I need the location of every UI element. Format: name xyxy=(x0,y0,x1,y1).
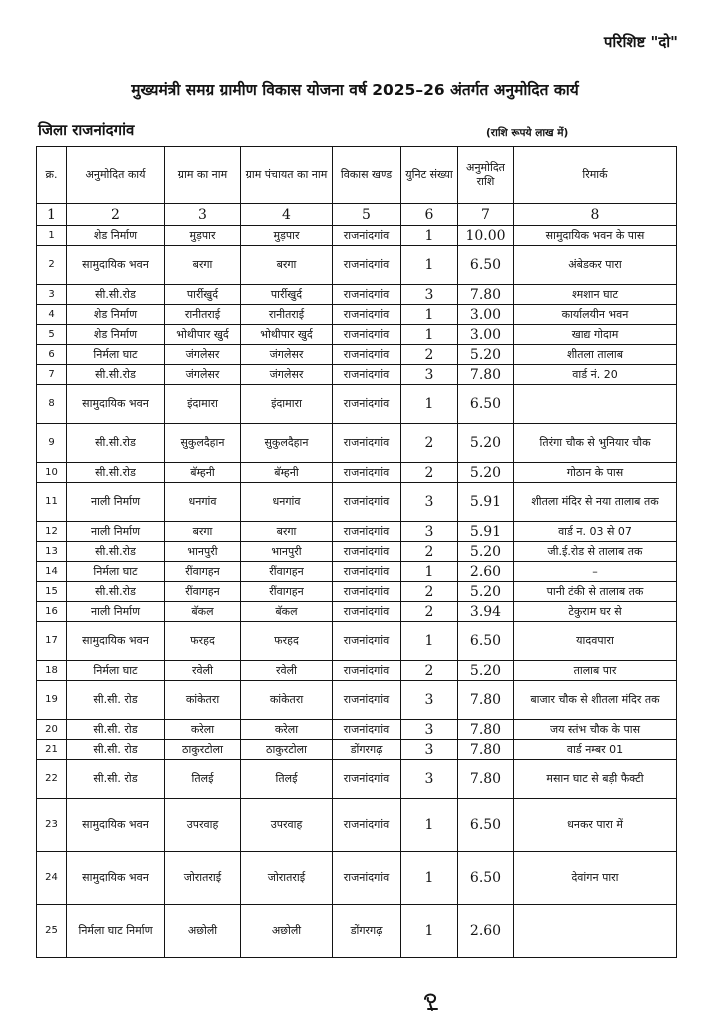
cell-remark: देवांगन पारा xyxy=(514,852,677,905)
cell-block: राजनांदगांव xyxy=(333,799,401,852)
table-row xyxy=(37,285,677,305)
cell-work: नाली निर्माण xyxy=(67,483,165,522)
table-row xyxy=(37,602,677,622)
table-row xyxy=(37,325,677,345)
cell-remark: पानी टंकी से तालाब तक xyxy=(514,582,677,602)
cell-village: अछोली xyxy=(165,905,241,958)
cell-block: राजनांदगांव xyxy=(333,246,401,285)
col-header-amount: अनुमोदित राशि xyxy=(458,147,514,204)
cell-units: 3 xyxy=(401,720,458,740)
cell-work: सी.सी.रोड xyxy=(67,365,165,385)
cell-units: 1 xyxy=(401,622,458,661)
cell-amount: 6.50 xyxy=(458,799,514,852)
cell-block: डोंगरगढ़ xyxy=(333,905,401,958)
cell-amount: 6.50 xyxy=(458,852,514,905)
cell-amount: 3.00 xyxy=(458,305,514,325)
cell-units: 2 xyxy=(401,582,458,602)
table-row xyxy=(37,720,677,740)
cell-amount: 5.20 xyxy=(458,542,514,562)
cell-amount: 5.91 xyxy=(458,483,514,522)
cell-panchayat: इंदामारा xyxy=(241,385,333,424)
col-header-serial: क्र. xyxy=(37,147,67,204)
table-row xyxy=(37,226,677,246)
cell-village: बरगा xyxy=(165,246,241,285)
cell-block: राजनांदगांव xyxy=(333,305,401,325)
cell-block: राजनांदगांव xyxy=(333,602,401,622)
cell-amount: 2.60 xyxy=(458,562,514,582)
cell-panchayat: बॅकल xyxy=(241,602,333,622)
cell-serial: 15 xyxy=(37,582,67,602)
cell-serial: 25 xyxy=(37,905,67,958)
cell-block: डोंगरगढ़ xyxy=(333,740,401,760)
cell-amount: 5.20 xyxy=(458,661,514,681)
cell-block: राजनांदगांव xyxy=(333,720,401,740)
cell-units: 2 xyxy=(401,602,458,622)
cell-serial: 13 xyxy=(37,542,67,562)
cell-panchayat: पार्रीखुर्द xyxy=(241,285,333,305)
document-title: मुख्यमंत्री समग्र ग्रामीण विकास योजना वर्ष 2025–26 अंतर्गत अनुमोदित कार्य xyxy=(131,81,579,99)
cell-remark: गोठान के पास xyxy=(514,463,677,483)
cell-amount: 5.20 xyxy=(458,463,514,483)
col-number: 6 xyxy=(401,204,458,226)
table-row xyxy=(37,760,677,799)
cell-amount: 3.00 xyxy=(458,325,514,345)
cell-remark: अंबेडकर पारा xyxy=(514,246,677,285)
cell-panchayat: ठाकुरटोला xyxy=(241,740,333,760)
table-row xyxy=(37,246,677,285)
cell-serial: 19 xyxy=(37,681,67,720)
cell-units: 1 xyxy=(401,852,458,905)
cell-village: रवेली xyxy=(165,661,241,681)
cell-block: राजनांदगांव xyxy=(333,542,401,562)
amount-unit-note: (राशि रूपये लाख में) xyxy=(486,127,569,139)
col-header-remark: रिमार्क xyxy=(514,147,677,204)
cell-remark: धनकर पारा में xyxy=(514,799,677,852)
table-row xyxy=(37,681,677,720)
table-body xyxy=(37,226,677,958)
cell-units: 3 xyxy=(401,285,458,305)
cell-remark: सामुदायिक भवन के पास xyxy=(514,226,677,246)
cell-work: सी.सी. रोड xyxy=(67,720,165,740)
cell-units: 3 xyxy=(401,483,458,522)
col-header-panchayat: ग्राम पंचायत का नाम xyxy=(241,147,333,204)
cell-block: राजनांदगांव xyxy=(333,522,401,542)
cell-panchayat: रींवागहन xyxy=(241,562,333,582)
table-row xyxy=(37,483,677,522)
cell-serial: 18 xyxy=(37,661,67,681)
cell-remark: बाजार चौक से शीतला मंदिर तक xyxy=(514,681,677,720)
cell-serial: 11 xyxy=(37,483,67,522)
cell-remark: शीतला तालाब xyxy=(514,345,677,365)
cell-serial: 8 xyxy=(37,385,67,424)
cell-panchayat: रवेली xyxy=(241,661,333,681)
cell-panchayat: मुड़पार xyxy=(241,226,333,246)
cell-panchayat: करेला xyxy=(241,720,333,740)
cell-remark: खाद्य गोदाम xyxy=(514,325,677,345)
cell-panchayat: भानपुरी xyxy=(241,542,333,562)
cell-work: सामुदायिक भवन xyxy=(67,385,165,424)
cell-units: 1 xyxy=(401,799,458,852)
cell-village: तिलई xyxy=(165,760,241,799)
col-header-units: युनिट संख्या xyxy=(401,147,458,204)
table-header-row xyxy=(37,147,677,204)
cell-village: जंगलेसर xyxy=(165,365,241,385)
cell-remark: वार्ड न. 03 से 07 xyxy=(514,522,677,542)
cell-work: शेड निर्माण xyxy=(67,226,165,246)
table-row xyxy=(37,463,677,483)
cell-remark: श्मशान घाट xyxy=(514,285,677,305)
cell-work: सामुदायिक भवन xyxy=(67,246,165,285)
cell-amount: 6.50 xyxy=(458,622,514,661)
table-row xyxy=(37,305,677,325)
cell-panchayat: धनगांव xyxy=(241,483,333,522)
cell-block: राजनांदगांव xyxy=(333,852,401,905)
cell-serial: 3 xyxy=(37,285,67,305)
cell-units: 1 xyxy=(401,246,458,285)
col-header-work: अनुमोदित कार्य xyxy=(67,147,165,204)
cell-remark: शीतला मंदिर से नया तालाब तक xyxy=(514,483,677,522)
cell-serial: 7 xyxy=(37,365,67,385)
cell-units: 3 xyxy=(401,760,458,799)
cell-amount: 7.80 xyxy=(458,681,514,720)
cell-block: राजनांदगांव xyxy=(333,661,401,681)
cell-serial: 23 xyxy=(37,799,67,852)
cell-block: राजनांदगांव xyxy=(333,760,401,799)
cell-work: सी.सी. रोड xyxy=(67,681,165,720)
cell-remark: जय स्तंभ चौक के पास xyxy=(514,720,677,740)
cell-village: इंदामारा xyxy=(165,385,241,424)
table-row xyxy=(37,365,677,385)
cell-serial: 21 xyxy=(37,740,67,760)
cell-block: राजनांदगांव xyxy=(333,345,401,365)
cell-serial: 2 xyxy=(37,246,67,285)
cell-units: 1 xyxy=(401,226,458,246)
cell-panchayat: रानीतराई xyxy=(241,305,333,325)
cell-village: सुकुलदैहान xyxy=(165,424,241,463)
district-label: जिला राजनांदगांव xyxy=(38,121,135,139)
cell-village: रींवागहन xyxy=(165,562,241,582)
cell-block: राजनांदगांव xyxy=(333,562,401,582)
cell-village: करेला xyxy=(165,720,241,740)
cell-work: शेड निर्माण xyxy=(67,325,165,345)
cell-units: 2 xyxy=(401,542,458,562)
table-row xyxy=(37,622,677,661)
cell-work: सामुदायिक भवन xyxy=(67,799,165,852)
cell-serial: 20 xyxy=(37,720,67,740)
cell-units: 1 xyxy=(401,905,458,958)
page-mark-icon xyxy=(419,990,443,1012)
cell-serial: 1 xyxy=(37,226,67,246)
col-header-block: विकास खण्ड xyxy=(333,147,401,204)
cell-serial: 14 xyxy=(37,562,67,582)
cell-block: राजनांदगांव xyxy=(333,681,401,720)
cell-remark: तालाब पार xyxy=(514,661,677,681)
cell-remark: तिरंगा चौक से भुनियार चौक xyxy=(514,424,677,463)
cell-work: नाली निर्माण xyxy=(67,602,165,622)
cell-panchayat: फरहद xyxy=(241,622,333,661)
cell-remark: मसान घाट से बड़ी फैक्टी xyxy=(514,760,677,799)
cell-work: शेड निर्माण xyxy=(67,305,165,325)
cell-block: राजनांदगांव xyxy=(333,582,401,602)
cell-village: पार्रीखुर्द xyxy=(165,285,241,305)
cell-units: 1 xyxy=(401,562,458,582)
table-row xyxy=(37,852,677,905)
cell-panchayat: रींवागहन xyxy=(241,582,333,602)
cell-panchayat: भोथीपार खुर्द xyxy=(241,325,333,345)
cell-amount: 6.50 xyxy=(458,246,514,285)
approved-works-table xyxy=(36,146,677,958)
col-number: 4 xyxy=(241,204,333,226)
table-row xyxy=(37,582,677,602)
cell-amount: 5.20 xyxy=(458,345,514,365)
cell-work: सी.सी.रोड xyxy=(67,542,165,562)
cell-panchayat: अछोली xyxy=(241,905,333,958)
cell-work: नाली निर्माण xyxy=(67,522,165,542)
cell-amount: 7.80 xyxy=(458,760,514,799)
col-number: 2 xyxy=(67,204,165,226)
col-number: 3 xyxy=(165,204,241,226)
table-row xyxy=(37,799,677,852)
cell-panchayat: सुकुलदैहान xyxy=(241,424,333,463)
cell-village: धनगांव xyxy=(165,483,241,522)
cell-village: बरगा xyxy=(165,522,241,542)
column-number-row xyxy=(37,204,677,226)
cell-village: बॅम्हनी xyxy=(165,463,241,483)
cell-serial: 6 xyxy=(37,345,67,365)
table-row xyxy=(37,522,677,542)
cell-units: 1 xyxy=(401,325,458,345)
cell-amount: 6.50 xyxy=(458,385,514,424)
table-row xyxy=(37,905,677,958)
cell-village: फरहद xyxy=(165,622,241,661)
cell-units: 2 xyxy=(401,661,458,681)
cell-remark: यादवपारा xyxy=(514,622,677,661)
cell-block: राजनांदगांव xyxy=(333,285,401,305)
cell-panchayat: बरगा xyxy=(241,522,333,542)
cell-panchayat: बरगा xyxy=(241,246,333,285)
cell-remark xyxy=(514,385,677,424)
cell-serial: 4 xyxy=(37,305,67,325)
cell-units: 3 xyxy=(401,522,458,542)
cell-village: जंगलेसर xyxy=(165,345,241,365)
cell-work: निर्मला घाट xyxy=(67,661,165,681)
cell-units: 3 xyxy=(401,740,458,760)
cell-amount: 7.80 xyxy=(458,285,514,305)
table-row xyxy=(37,542,677,562)
cell-remark: जी.ई.रोड से तालाब तक xyxy=(514,542,677,562)
cell-panchayat: बॅम्हनी xyxy=(241,463,333,483)
cell-panchayat: जोरातराई xyxy=(241,852,333,905)
cell-serial: 10 xyxy=(37,463,67,483)
cell-block: राजनांदगांव xyxy=(333,325,401,345)
cell-village: रींवागहन xyxy=(165,582,241,602)
table-row xyxy=(37,424,677,463)
cell-serial: 12 xyxy=(37,522,67,542)
cell-village: कांकेतरा xyxy=(165,681,241,720)
cell-serial: 5 xyxy=(37,325,67,345)
cell-block: राजनांदगांव xyxy=(333,226,401,246)
cell-work: सी.सी. रोड xyxy=(67,760,165,799)
cell-village: भोथीपार खुर्द xyxy=(165,325,241,345)
table-row xyxy=(37,385,677,424)
cell-village: बॅकल xyxy=(165,602,241,622)
cell-units: 2 xyxy=(401,424,458,463)
cell-village: भानपुरी xyxy=(165,542,241,562)
cell-serial: 16 xyxy=(37,602,67,622)
cell-units: 2 xyxy=(401,345,458,365)
cell-block: राजनांदगांव xyxy=(333,365,401,385)
cell-units: 3 xyxy=(401,365,458,385)
cell-panchayat: कांकेतरा xyxy=(241,681,333,720)
cell-units: 1 xyxy=(401,305,458,325)
cell-remark: कार्यालयीन भवन xyxy=(514,305,677,325)
cell-remark: वार्ड नम्बर 01 xyxy=(514,740,677,760)
annex-label: परिशिष्ट "दो" xyxy=(603,33,678,51)
col-number: 1 xyxy=(37,204,67,226)
cell-units: 3 xyxy=(401,681,458,720)
cell-amount: 3.94 xyxy=(458,602,514,622)
cell-village: उपरवाह xyxy=(165,799,241,852)
cell-block: राजनांदगांव xyxy=(333,463,401,483)
cell-work: सामुदायिक भवन xyxy=(67,852,165,905)
cell-units: 1 xyxy=(401,385,458,424)
cell-work: निर्मला घाट निर्माण xyxy=(67,905,165,958)
cell-amount: 7.80 xyxy=(458,720,514,740)
cell-serial: 24 xyxy=(37,852,67,905)
cell-serial: 9 xyxy=(37,424,67,463)
col-number: 7 xyxy=(458,204,514,226)
cell-block: राजनांदगांव xyxy=(333,424,401,463)
cell-block: राजनांदगांव xyxy=(333,483,401,522)
table-row xyxy=(37,740,677,760)
cell-work: निर्मला घाट xyxy=(67,345,165,365)
cell-amount: 5.91 xyxy=(458,522,514,542)
cell-amount: 5.20 xyxy=(458,424,514,463)
col-number: 5 xyxy=(333,204,401,226)
cell-amount: 7.80 xyxy=(458,365,514,385)
cell-work: निर्मला घाट xyxy=(67,562,165,582)
cell-panchayat: जंगलेसर xyxy=(241,345,333,365)
cell-remark: – xyxy=(514,562,677,582)
cell-panchayat: उपरवाह xyxy=(241,799,333,852)
cell-work: सी.सी. रोड xyxy=(67,740,165,760)
cell-work: सी.सी.रोड xyxy=(67,285,165,305)
cell-serial: 22 xyxy=(37,760,67,799)
cell-work: सामुदायिक भवन xyxy=(67,622,165,661)
cell-remark xyxy=(514,905,677,958)
cell-amount: 10.00 xyxy=(458,226,514,246)
cell-remark: टेकुराम घर से xyxy=(514,602,677,622)
cell-amount: 2.60 xyxy=(458,905,514,958)
table-row xyxy=(37,345,677,365)
cell-block: राजनांदगांव xyxy=(333,622,401,661)
cell-panchayat: जंगलेसर xyxy=(241,365,333,385)
cell-village: मुड़पार xyxy=(165,226,241,246)
cell-work: सी.सी.रोड xyxy=(67,463,165,483)
cell-units: 2 xyxy=(401,463,458,483)
cell-block: राजनांदगांव xyxy=(333,385,401,424)
cell-village: ठाकुरटोला xyxy=(165,740,241,760)
cell-remark: वार्ड नं. 20 xyxy=(514,365,677,385)
cell-work: सी.सी.रोड xyxy=(67,424,165,463)
cell-panchayat: तिलई xyxy=(241,760,333,799)
cell-serial: 17 xyxy=(37,622,67,661)
cell-amount: 5.20 xyxy=(458,582,514,602)
cell-work: सी.सी.रोड xyxy=(67,582,165,602)
cell-village: जोरातराई xyxy=(165,852,241,905)
cell-amount: 7.80 xyxy=(458,740,514,760)
cell-village: रानीतराई xyxy=(165,305,241,325)
col-number: 8 xyxy=(514,204,677,226)
col-header-village: ग्राम का नाम xyxy=(165,147,241,204)
table-row xyxy=(37,661,677,681)
table-row xyxy=(37,562,677,582)
